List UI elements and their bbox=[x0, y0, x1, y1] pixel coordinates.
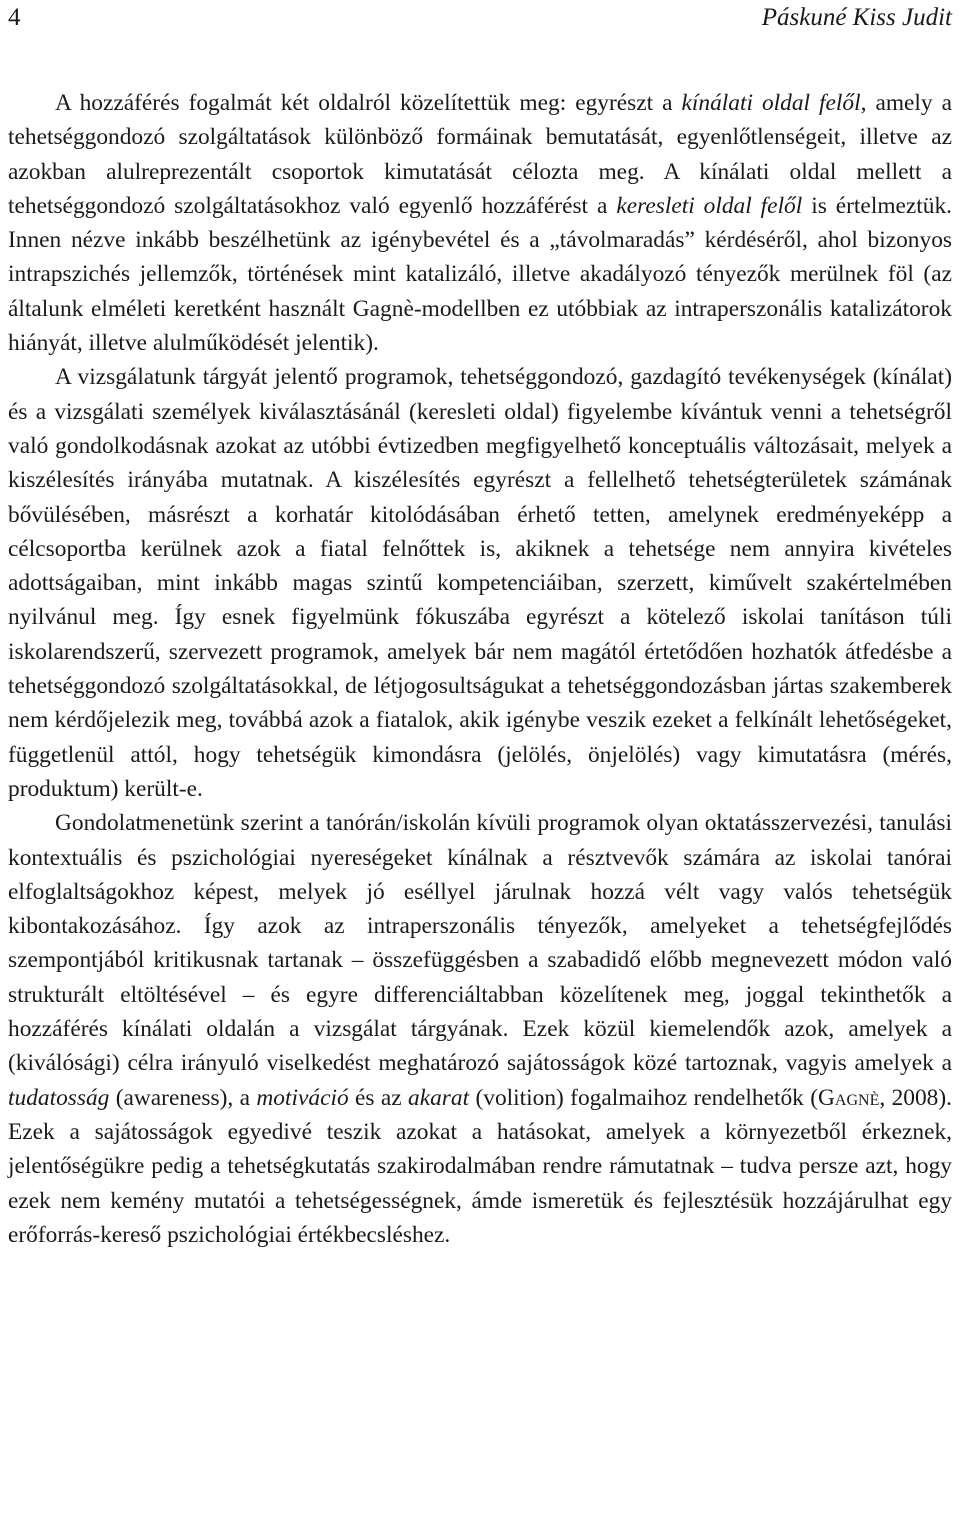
text-run: , 2008). Ezek a sajátosságok egyedivé teszik azokat a hatásokat, amelyek a környezetből érkeznek, jelentőségükre pedig a tehetségkutatás szakirodalmában rendre rámutatnak – tudva persze azt, hogy ezek nem kemény mutatói a tehetségességnek, ámde ismeretük és fejlesztésük hozzájárulhat egy erőforrás-kereső pszichológiai értékbecsléshez. bbox=[8, 1084, 953, 1248]
citation-author: Gagnè bbox=[818, 1084, 880, 1111]
text-run: Gondolatmenetünk szerint a tanórán/iskolán kívüli programok olyan oktatásszervezési, tanulási kontextuális és pszichológiai nyereségeket kínálnak a résztvevők számára az iskolai tanórai elfoglaltságokhoz képest, melyek jó eséllyel járulnak hozzá vélt vagy valós tehetségük kibontakozásához. Így azok az intraperszonális tényezők, amelyeket a tehetségfejlődés szempontjából kritikusnak tartanak – összefüggésben a szabadidő előbb megnevezett módon való strukturált eltöltésével – és egyre differenciáltabban közelítenek meg, joggal tekinthetők a hozzáférés kínálati oldalán a vizsgálat tárgyának. Ezek közül kiemelendők azok, amelyek a (kiválósági) célra irányuló viselkedést meghatározó sajátosságok közé tartoznak, vagyis amelyek a bbox=[8, 810, 952, 1077]
text-run: , amely a tehetséggondozó szolgáltatások különböző formáinak bemutatását, egyenlőtlenségeit, illetve az azokban alulreprezentált csoportok kimutatását célozta meg. A kínálati oldal mellett a tehetséggondozó szolgáltatásokhoz való egyenlő hozzáférést a bbox=[8, 90, 952, 219]
emphasis-volition: akarat bbox=[408, 1084, 470, 1111]
text-run: A hozzáférés fogalmát két oldalról közelítettük meg: egyrészt a bbox=[55, 90, 682, 116]
paragraph-1 bbox=[8, 86, 952, 360]
text-run: (volition) fogalmaihoz rendelhetők ( bbox=[469, 1084, 819, 1111]
page-number: 4 bbox=[8, 4, 21, 31]
running-head: Páskuné Kiss Judit bbox=[761, 4, 952, 31]
page-header bbox=[8, 0, 952, 40]
paragraph-2: A vizsgálatunk tárgyát jelentő programok, tehetséggondozó, gazdagító tevékenységek (kínálat) és a vizsgálati személyek kiválasztásánál (keresleti oldal) figyelembe kívántuk venni a tehetségről való gondolkodásnak azokat az utóbbi évtizedben megfigyelhető konceptuális változásait, melyek a kiszélesítés irányába mutatnak. A kiszélesítés egyrészt a fellelhető tehetségterületek számának bővülésében, másrészt a korhatár kitolódásában érhető tetten, amelynek eredményeképp a célcsoportba kerülnek azok a fiatal felnőttek is, akiknek a tehetsége nem annyira kivételes adottságaiban, mint inkább magas szintű kompetenciáiban, szerzett, kiművelt szakértelmében nyilvánul meg. Így esnek figyelmünk fókuszába egyrészt a kötelező iskolai tanításon túli iskolarendszerű, szervezett programok, amelyek bár nem magától értetődően hozhatók átfedésbe a tehetséggondozó szolgáltatásokkal, de létjogosultságukat a tehetséggondozásban jártas szakemberek nem kérdőjelezik meg, továbbá azok a fiatalok, akik igénybe veszik ezeket a felkínált lehetőségeket, függetlenül attól, hogy tehetségük kimondásra (jelölés, önjelölés) vagy kimutatásra (mérés, produktum) került-e. bbox=[8, 364, 952, 802]
emphasis-demand-side: keresleti oldal felől bbox=[616, 192, 803, 219]
text-run: és az bbox=[348, 1084, 409, 1111]
paragraph-3 bbox=[8, 806, 952, 1252]
emphasis-awareness: tudatosság bbox=[8, 1084, 110, 1111]
text-run: (awareness), a bbox=[109, 1084, 257, 1111]
emphasis-supply-side: kínálati oldal felől bbox=[681, 90, 861, 116]
text-run: is értelmeztük. Innen nézve inkább beszélhetünk az igénybevétel és a „távolmaradás” kérdéséről, ahol bizonyos intrapszichés jellemzők, történések mint katalizáló, illetve akadályozó tényezők merülnek föl (az általunk elméleti keretként használt Gagnè-modellben ez utóbbiak az intraperszonális katalizátorok hiányát, illetve alulműködését jelentik). bbox=[8, 192, 953, 357]
emphasis-motivation: motiváció bbox=[256, 1084, 349, 1111]
body-text bbox=[8, 86, 952, 1252]
